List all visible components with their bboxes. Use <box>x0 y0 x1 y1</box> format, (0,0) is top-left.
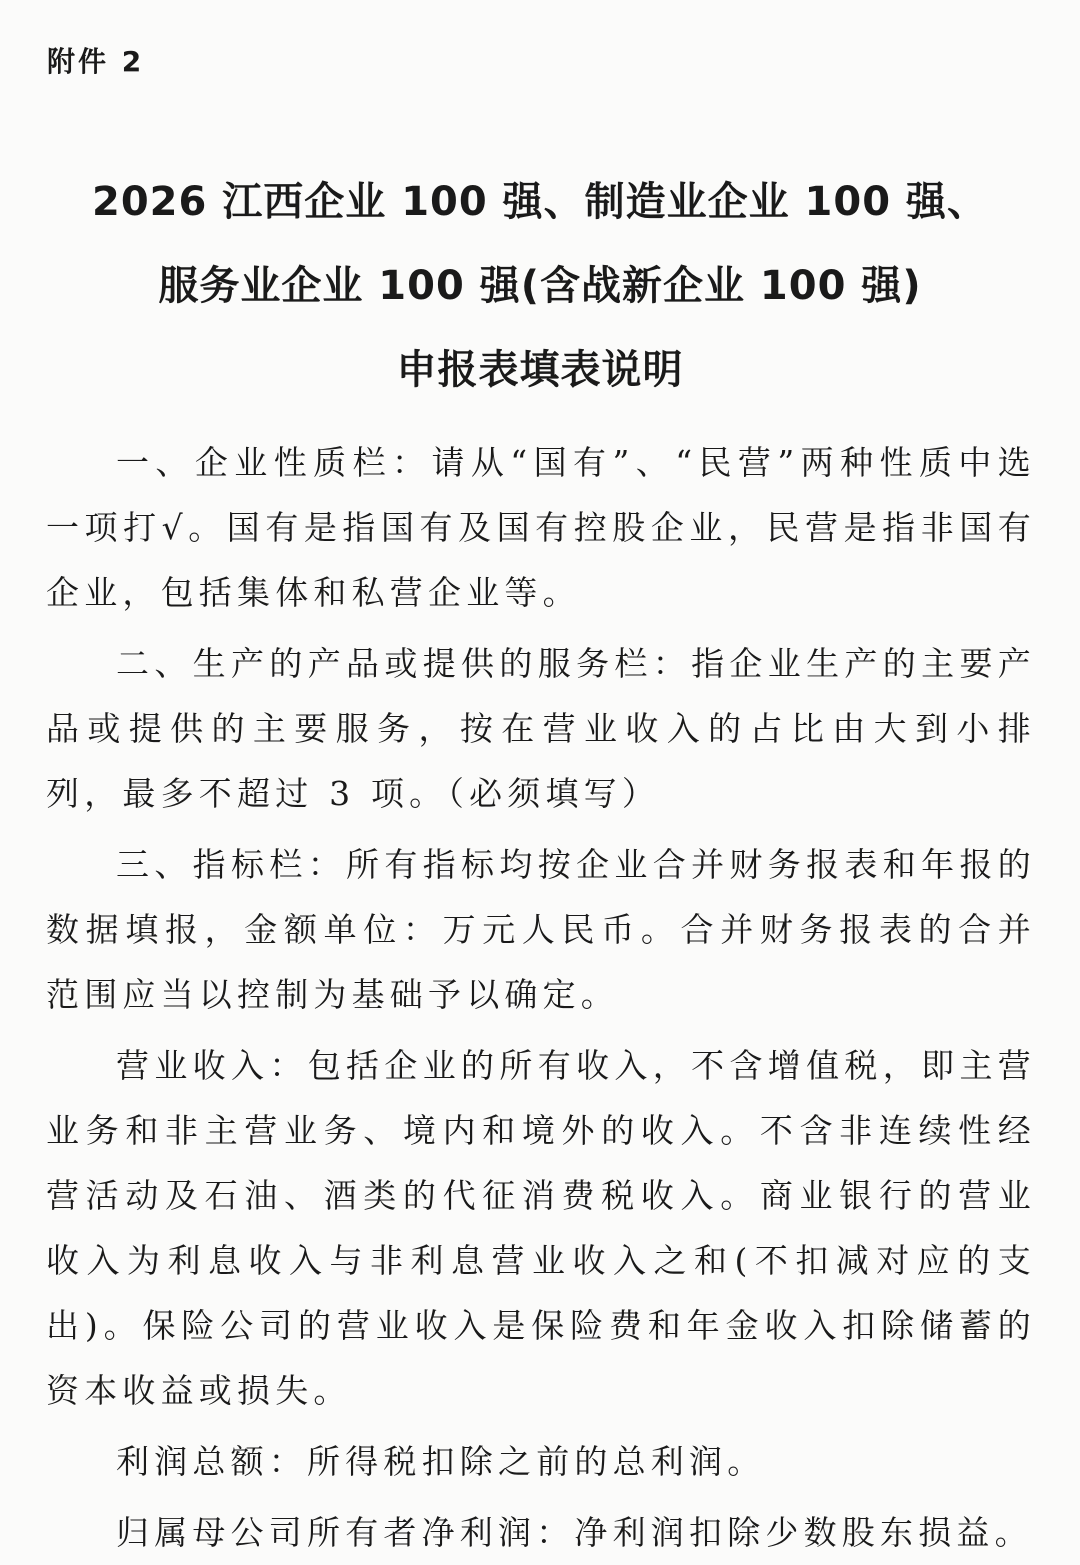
title-line-3: 申报表填表说明 <box>396 347 684 393</box>
title-line-2: 服务业企业 100 强(含战新企业 100 强) <box>158 263 922 309</box>
paragraph-indicators: 三、指标栏：所有指标均按企业合并财务报表和年报的数据填报，金额单位：万元人民币。合并财务报表的合并范围应当以控制为基础予以确定。 <box>46 845 1036 1014</box>
attachment-label: 附件 2 <box>47 45 145 78</box>
title-line-1: 2026 江西企业 100 强、制造业企业 100 强、 <box>92 179 988 225</box>
paragraph-operating-revenue: 营业收入：包括企业的所有收入，不含增值税，即主营业务和非主营业务、境内和境外的收入。不含非连续性经营活动及石油、酒类的代征消费税收入。商业银行的营业收入为利息收入与非利息营业收入之和(不扣减对应的支出)。保险公司的营业收入是保险费和年金收入扣除储蓄的资本收益或损失。 <box>46 1046 1036 1410</box>
paragraph-total-profit: 利润总额：所得税扣除之前的总利润。 <box>116 1442 766 1481</box>
document-title <box>0 160 1080 412</box>
document-body <box>46 430 1036 1565</box>
paragraph-net-profit-parent: 归属母公司所有者净利润：净利润扣除少数股东损益。 <box>116 1513 1033 1552</box>
paragraph-enterprise-nature: 一、企业性质栏：请从“国有”、“民营”两种性质中选一项打√。国有是指国有及国有控股企业，民营是指非国有企业，包括集体和私营企业等。 <box>46 443 1036 612</box>
paragraph-products-services: 二、生产的产品或提供的服务栏：指企业生产的主要产品或提供的主要服务，按在营业收入的占比由大到小排列，最多不超过 3 项。（必须填写） <box>46 644 1036 813</box>
